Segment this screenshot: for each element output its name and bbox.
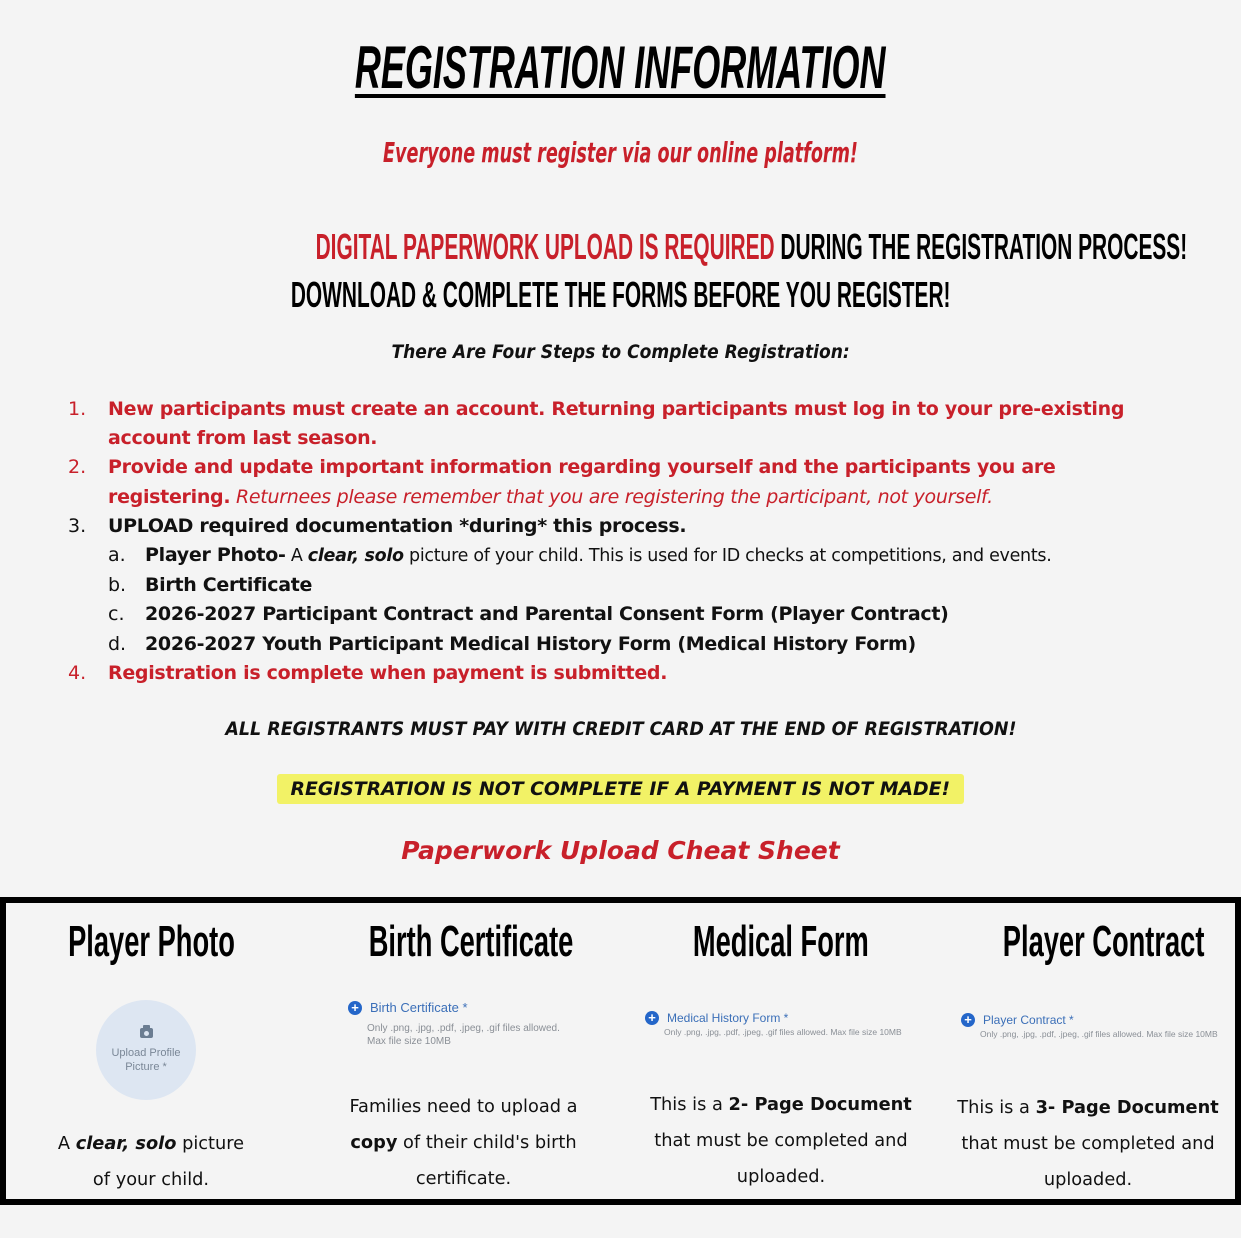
upload-label-line1: Upload Profile <box>111 1047 181 1059</box>
step-text: UPLOAD required documentation *during* this process. <box>108 514 687 537</box>
column-description <box>306 1089 621 1197</box>
column-title <box>626 917 936 967</box>
substeps-list <box>68 541 1178 659</box>
page-title <box>0 34 1241 102</box>
digital-upload-required-red: DIGITAL PAPERWORK UPLOAD IS REQUIRED <box>315 226 775 267</box>
desc-line-2: of your child. <box>92 1169 210 1190</box>
column-title <box>941 917 1235 967</box>
upload-label: Player Contract * <box>983 1013 1074 1027</box>
column-title <box>6 917 296 967</box>
step-number: 1. <box>68 398 87 420</box>
desc-line-3: certificate. <box>415 1168 512 1189</box>
step-number: 2. <box>68 456 87 479</box>
substep-letter: d. <box>108 632 127 655</box>
desc-bold: 2- Page Document <box>728 1094 912 1115</box>
desc-pre: This is a <box>650 1094 729 1115</box>
substep-text: 2026-2027 Participant Contract and Parental Consent Form (Player Contract) <box>145 603 949 626</box>
cheat-column-medical-form <box>626 903 936 1199</box>
step-note: Returnees please remember that you are registering the participant, not yourself. <box>230 485 993 508</box>
payment-warning-wrap <box>0 774 1241 804</box>
substep-letter: c. <box>108 603 125 626</box>
substep-b <box>68 571 1178 600</box>
desc-line-3: uploaded. <box>736 1166 826 1187</box>
step-text: Provide and update important information regarding yourself and the participants you are registering. <box>108 456 1056 508</box>
desc-line-2 <box>308 1125 619 1161</box>
payment-warning-highlight <box>277 774 964 804</box>
upload-hint: Only .png, .jpg, .pdf, .jpeg, .gif files allowed. Max file size 10MB <box>664 1027 902 1037</box>
step-text: New participants must create an account. Returning participants must log in to your pre-existing account from last season. <box>108 398 1125 450</box>
substep-c <box>68 600 1178 629</box>
cheat-column-player-contract <box>941 903 1235 1199</box>
plus-circle-icon: + <box>961 1013 975 1027</box>
plus-circle-icon: + <box>645 1011 659 1025</box>
payment-warning-text: REGISTRATION IS NOT COMPLETE IF A PAYMENT IS NOT MADE! <box>290 778 951 800</box>
substep-bold: Player Photo- <box>145 544 286 567</box>
upload-label: Birth Certificate * <box>370 1000 468 1015</box>
substep-bold-italic: clear, solo <box>307 546 404 567</box>
substep-letter: a. <box>108 544 126 567</box>
desc-line-2: that must be completed and <box>961 1133 1215 1154</box>
steps-heading-text: There Are Four Steps to Complete Registration: <box>391 341 850 363</box>
column-title <box>306 917 621 967</box>
upload-hint-size: Max file size 10MB <box>367 1036 451 1047</box>
desc-line-1 <box>943 1090 1233 1126</box>
step-1 <box>68 395 1178 453</box>
substep-pre: A <box>285 546 308 567</box>
step-2 <box>68 453 1178 511</box>
camera-icon <box>140 1028 153 1038</box>
upload-profile-picture-button[interactable] <box>96 1000 196 1100</box>
column-title-text: Medical Form <box>693 917 869 966</box>
upload-label-line2: Picture * <box>125 1061 167 1073</box>
desc-line-1: Families need to upload a <box>349 1096 578 1117</box>
page-title-text: REGISTRATION INFORMATION <box>355 34 886 101</box>
download-forms-line <box>0 274 1241 317</box>
desc-bold: copy <box>350 1132 398 1153</box>
desc-line-1 <box>8 1126 294 1162</box>
credit-card-notice-text: ALL REGISTRANTS MUST PAY WITH CREDIT CARD AT THE END OF REGISTRATION! <box>224 718 1017 740</box>
desc-line-3: uploaded. <box>1043 1169 1133 1190</box>
steps-list <box>68 395 1178 688</box>
substep-text: 2026-2027 Youth Participant Medical History Form (Medical History Form) <box>145 632 916 655</box>
column-title-text: Birth Certificate <box>368 917 574 966</box>
cheat-sheet-title: Paperwork Upload Cheat Sheet <box>401 836 840 865</box>
desc-rest: of their child's birth <box>397 1132 577 1153</box>
step-4 <box>68 659 1178 688</box>
step-3 <box>68 512 1178 541</box>
desc-pre: This is a <box>957 1097 1036 1118</box>
desc-line-2: that must be completed and <box>654 1130 908 1151</box>
digital-upload-required-line <box>0 226 1241 269</box>
desc-bold: 3- Page Document <box>1035 1097 1219 1118</box>
substep-rest: picture of your child. This is used for ID checks at competitions, and events. <box>403 546 1052 567</box>
cheat-sheet-box <box>0 897 1241 1205</box>
steps-heading <box>0 339 1241 365</box>
substep-a <box>68 541 1178 571</box>
desc-bold-italic: clear, solo <box>75 1133 177 1154</box>
upload-label: Medical History Form * <box>667 1011 789 1025</box>
step-number: 3. <box>68 514 87 537</box>
substep-d <box>68 630 1178 659</box>
upload-profile-picture-label <box>96 1046 196 1074</box>
desc-pre: A <box>57 1133 76 1154</box>
step-number: 4. <box>68 661 87 684</box>
desc-post: picture <box>176 1133 245 1154</box>
cheat-column-birth-certificate <box>306 903 621 1199</box>
desc-line-1 <box>628 1087 934 1123</box>
subtitle: Everyone must register via our online platform! <box>383 136 858 169</box>
column-title-text: Player Contract <box>1002 917 1205 966</box>
substep-text: Birth Certificate <box>145 574 313 597</box>
upload-hint: Only .png, .jpg, .pdf, .jpeg, .gif files allowed. Max file size 10MB <box>980 1029 1218 1039</box>
column-description <box>6 1126 296 1198</box>
download-forms-text: DOWNLOAD & COMPLETE THE FORMS BEFORE YOU REGISTER! <box>290 274 951 315</box>
column-description <box>626 1087 936 1195</box>
upload-hint: Only .png, .jpg, .pdf, .jpeg, .gif files allowed. <box>367 1023 560 1034</box>
plus-circle-icon: + <box>348 1001 362 1015</box>
column-title-text: Player Photo <box>67 917 235 966</box>
cheat-column-player-photo <box>6 903 296 1199</box>
substep-letter: b. <box>108 574 127 597</box>
during-registration-black: DURING THE REGISTRATION PROCESS! <box>774 226 1188 267</box>
column-description <box>941 1090 1235 1198</box>
credit-card-notice <box>0 716 1241 742</box>
step-text: Registration is complete when payment is submitted. <box>108 661 668 684</box>
